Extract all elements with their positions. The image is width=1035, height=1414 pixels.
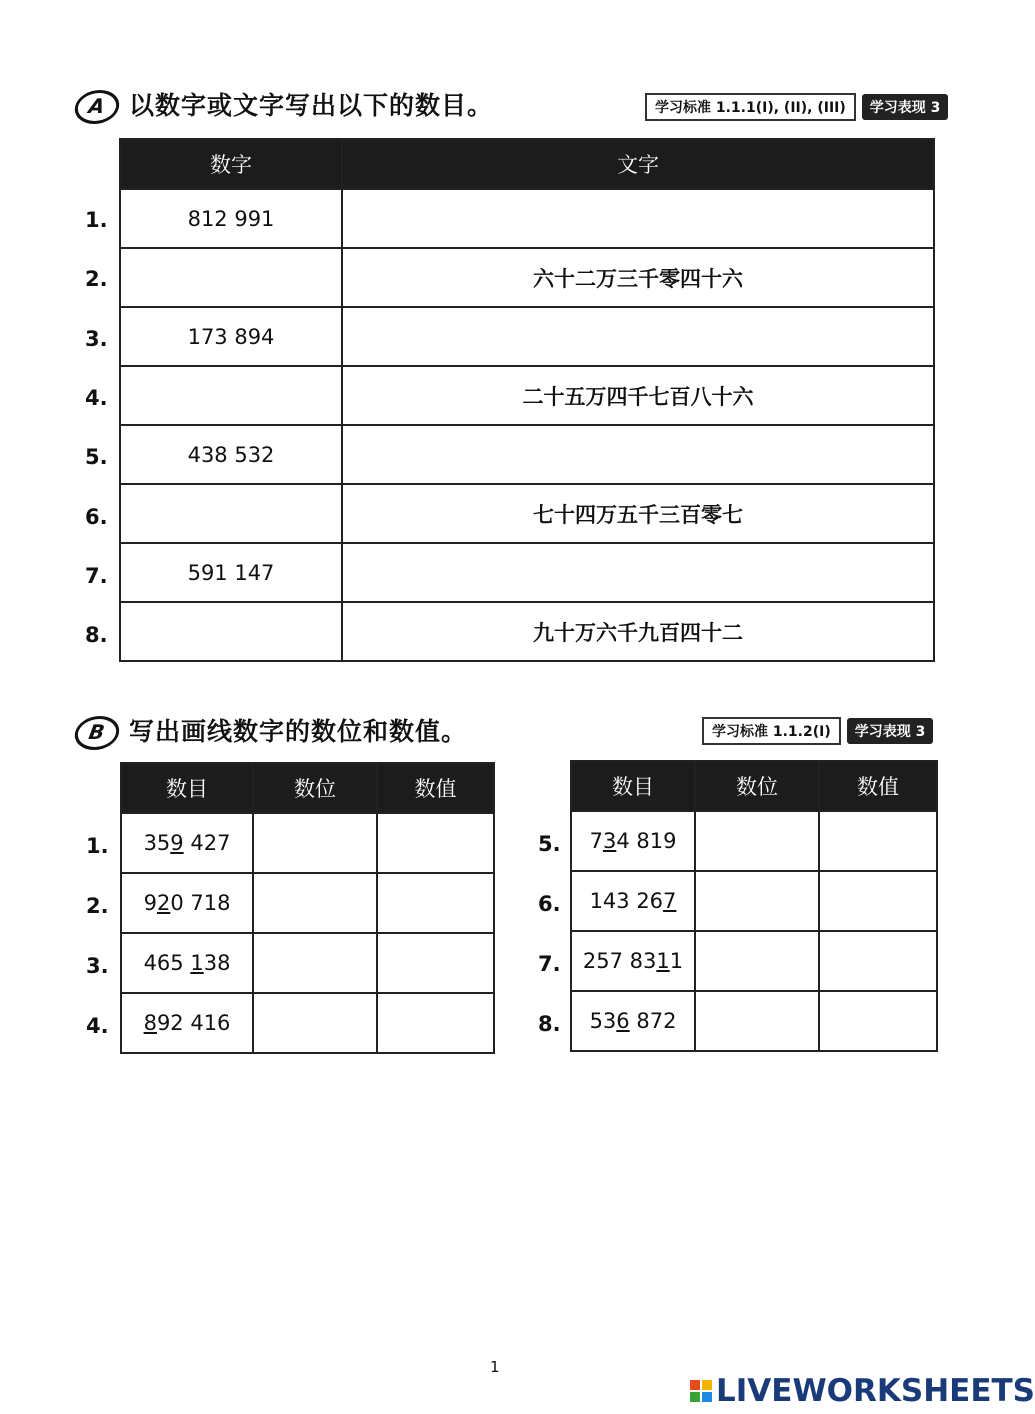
section-a-instruction: 以数字或文字写出以下的数目。 <box>129 91 494 120</box>
table-row <box>120 307 934 366</box>
number-cell[interactable] <box>120 248 342 307</box>
number-prefix: 465 <box>143 951 191 975</box>
table-row <box>120 189 934 248</box>
underlined-digit: 6 <box>616 1009 630 1033</box>
number-cell <box>121 933 253 993</box>
row-number: 5. <box>85 445 108 470</box>
table-row <box>120 602 934 661</box>
number-cell <box>121 813 253 873</box>
value-cell[interactable] <box>819 991 937 1051</box>
row-number: 6. <box>85 504 108 529</box>
underlined-digit: 2 <box>156 891 171 915</box>
underlined-digit: 1 <box>656 949 670 973</box>
col-value-header: 数值 <box>819 761 937 811</box>
col-number-header: 数目 <box>571 761 695 811</box>
number-cell <box>571 991 695 1051</box>
row-number: 7. <box>538 952 561 976</box>
number-prefix: 35 <box>143 831 171 855</box>
section-b-left-table <box>120 762 495 1054</box>
col-place-header: 数位 <box>695 761 819 811</box>
underlined-digit: 7 <box>663 889 677 913</box>
col-number-header: 数目 <box>121 763 253 813</box>
words-cell[interactable]: 二十五万四千七百八十六 <box>342 366 934 425</box>
table-row <box>571 991 937 1051</box>
number-cell[interactable] <box>120 602 342 661</box>
value-cell[interactable] <box>819 811 937 871</box>
place-cell[interactable] <box>253 933 377 993</box>
section-a-standard <box>645 93 948 121</box>
row-number: 3. <box>85 326 108 351</box>
section-a-table <box>119 138 935 662</box>
brand-name: LIVEWORKSHEETS <box>716 1373 1035 1409</box>
section-b-badge: B <box>72 716 122 750</box>
number-cell[interactable]: 812 991 <box>120 189 342 248</box>
number-cell[interactable] <box>120 366 342 425</box>
section-b-right-table <box>570 760 938 1052</box>
table-row <box>121 813 494 873</box>
row-number: 1. <box>85 208 108 232</box>
table-row <box>120 366 934 425</box>
section-b-instruction: 写出画线数字的数位和数值。 <box>129 717 468 746</box>
words-cell[interactable] <box>342 189 934 248</box>
liveworksheets-icon <box>690 1380 712 1402</box>
number-suffix: 872 <box>629 1009 677 1033</box>
row-number: 7. <box>85 563 108 588</box>
table-row <box>121 873 494 933</box>
table-row <box>120 248 934 307</box>
row-number: 4. <box>85 385 108 410</box>
number-suffix: 92 416 <box>156 1011 231 1035</box>
table-row <box>120 484 934 543</box>
words-cell[interactable] <box>342 425 934 484</box>
number-prefix: 7 <box>589 829 603 853</box>
section-b-standard <box>702 717 933 745</box>
col-number-header: 数字 <box>120 139 342 189</box>
place-cell[interactable] <box>695 991 819 1051</box>
section-a-badge: A <box>72 90 122 124</box>
value-cell[interactable] <box>377 813 494 873</box>
table-row <box>120 543 934 602</box>
underlined-digit: 3 <box>602 829 617 853</box>
words-cell[interactable] <box>342 307 934 366</box>
number-suffix: 38 <box>203 951 231 975</box>
number-suffix: 1 <box>669 949 684 973</box>
words-cell[interactable]: 六十二万三千零四十六 <box>342 248 934 307</box>
table-row <box>120 425 934 484</box>
words-cell[interactable] <box>342 543 934 602</box>
number-cell[interactable]: 173 894 <box>120 307 342 366</box>
page-number: 1 <box>490 1358 500 1376</box>
place-cell[interactable] <box>695 871 819 931</box>
number-prefix: 143 26 <box>589 889 664 913</box>
value-cell[interactable] <box>819 871 937 931</box>
words-cell[interactable]: 九十万六千九百四十二 <box>342 602 934 661</box>
number-cell <box>571 931 695 991</box>
place-cell[interactable] <box>253 873 377 933</box>
number-prefix: 9 <box>143 891 157 915</box>
value-cell[interactable] <box>377 933 494 993</box>
row-number: 6. <box>538 892 561 916</box>
place-cell[interactable] <box>695 811 819 871</box>
value-cell[interactable] <box>377 993 494 1053</box>
col-words-header: 文字 <box>342 139 934 189</box>
standard-label: 学习标准 1.1.2(I) <box>702 717 841 745</box>
section-a-title <box>75 86 493 124</box>
number-suffix: 0 718 <box>170 891 231 915</box>
value-cell[interactable] <box>819 931 937 991</box>
number-prefix: 257 83 <box>582 949 657 973</box>
number-cell <box>121 993 253 1053</box>
number-suffix: 4 819 <box>616 829 677 853</box>
table-row <box>571 931 937 991</box>
row-number: 1. <box>86 834 109 858</box>
row-number: 2. <box>86 894 109 918</box>
value-cell[interactable] <box>377 873 494 933</box>
table-row <box>571 871 937 931</box>
underlined-digit: 1 <box>190 951 204 975</box>
row-number: 5. <box>538 832 561 856</box>
place-cell[interactable] <box>253 813 377 873</box>
row-number: 4. <box>86 1014 109 1038</box>
words-cell[interactable]: 七十四万五千三百零七 <box>342 484 934 543</box>
table-row <box>571 811 937 871</box>
table-row <box>121 933 494 993</box>
table-row <box>121 993 494 1053</box>
section-b-title <box>75 712 467 750</box>
performance-label: 学习表现 3 <box>847 718 934 744</box>
place-cell[interactable] <box>695 931 819 991</box>
standard-label: 学习标准 1.1.1(I), (II), (III) <box>645 93 856 121</box>
number-cell[interactable]: 591 147 <box>120 543 342 602</box>
col-place-header: 数位 <box>253 763 377 813</box>
number-cell <box>571 811 695 871</box>
number-cell <box>571 871 695 931</box>
number-cell[interactable] <box>120 484 342 543</box>
underlined-digit: 8 <box>143 1011 157 1035</box>
row-number: 2. <box>85 267 108 292</box>
number-suffix: 427 <box>183 831 231 855</box>
number-cell[interactable]: 438 532 <box>120 425 342 484</box>
row-number: 8. <box>85 623 108 648</box>
number-cell <box>121 873 253 933</box>
underlined-digit: 9 <box>170 831 184 855</box>
row-number: 3. <box>86 954 109 978</box>
liveworksheets-logo <box>690 1373 1035 1409</box>
row-number: 8. <box>538 1012 561 1036</box>
col-value-header: 数值 <box>377 763 494 813</box>
performance-label: 学习表现 3 <box>862 94 949 120</box>
place-cell[interactable] <box>253 993 377 1053</box>
number-prefix: 53 <box>589 1009 617 1033</box>
